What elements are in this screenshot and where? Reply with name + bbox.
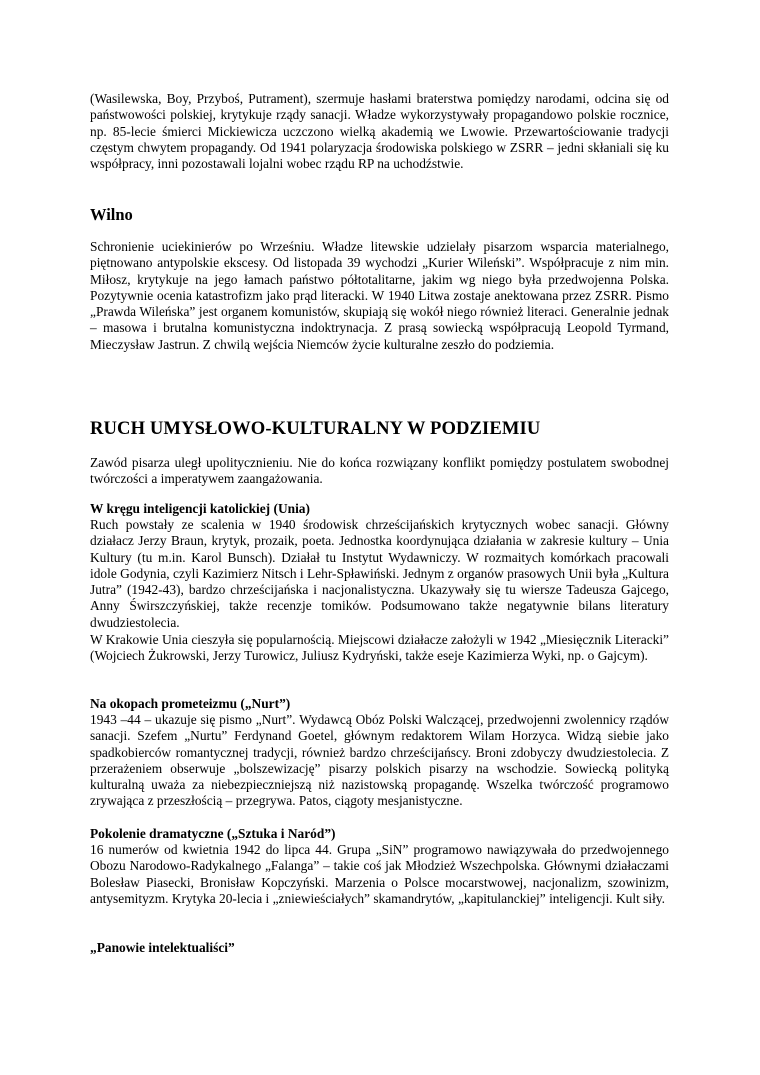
wilno-heading: Wilno (90, 205, 133, 224)
section-heading-unia: W kręgu inteligencji katolickiej (Unia) (90, 501, 310, 516)
section-paragraph-nurt: 1943 –44 – ukazuje się pismo „Nurt”. Wydawcą Obóz Polski Walczącej, przedwojenni zwolennicy rządów sanacji. Szefem „Nurtu” Ferdynand Goetel, głównym redaktorem Wilam Horzyca. Widzą siebie jako spadkobierców romantycznej tradycji, również bardzo chrześcijańscy. Broni zdobyczy dwudziestolecia. Z przerażeniem obserwuje „bolszewizację” pisarzy polskich pisarzy na wschodzie. Sowiecką polityką kulturalną uważa za niebezpieczniejszą niż nazistowską propagandę. Wszelka twórczość programowo zrywająca z przeszłością – przegrywa. Patos, ciągoty mesjanistyczne. (90, 712, 669, 809)
section-heading-sin: Pokolenie dramatyczne („Sztuka i Naród”) (90, 826, 336, 841)
wilno-paragraph: Schronienie uciekinierów po Wrześniu. Władze litewskie udzielały pisarzom wsparcia materialnego, piętnowano antypolskie ekscesy. Od listopada 39 wychodzi „Kurier Wileński”. Współpracuje z nim min. Miłosz, krytykuje na jego łamach państwo półtotalitarne, jakim wg niego była przedwojenna Polska. Pozytywnie ocenia katastrofizm jako prąd literacki. W 1940 Litwa zostaje anektowana przez ZSRR. Pismo „Prawda Wileńska” jest organem komunistów, skupiają się wokół niego również literaci. Generalnie jednak – masowa i brutalna komunistyczna indoktrynacja. Z prasą sowiecką współpracują Leopold Tyrmand, Mieczysław Jastrun. Z chwilą wejścia Niemców życie kulturalne zeszło do podziemia. (90, 239, 669, 352)
chapter-intro: Zawód pisarza uległ upolitycznieniu. Nie do końca rozwiązany konflikt pomiędzy postulatem swobodnej twórczości a imperatywem zaangażowania. (90, 455, 669, 487)
section-heading-nurt: Na okopach prometeizmu („Nurt”) (90, 696, 291, 711)
intro-paragraph: (Wasilewska, Boy, Przyboś, Putrament), szermuje hasłami braterstwa pomiędzy narodami, odcina się od państwowości polskiej, krytykuje rządy sanacji. Władze wykorzystywały propagandowo polskie rocznice, np. 85-lecie śmierci Mickiewicza uczczono wielką akademią we Lwowie. Przewartościowanie tradycji częstym chwytem propagandy. Od 1941 polaryzacja środowiska polskiego w ZSRR – jedni skłaniali się ku współpracy, inni pozostawali lojalni wobec rządu RP na uchodźstwie. (90, 91, 669, 172)
section-heading-intelektualisci: „Panowie intelektualiści” (90, 940, 235, 955)
section-paragraph-unia-1: Ruch powstały ze scalenia w 1940 środowisk chrześcijańskich krytycznych wobec sanacji. Główny działacz Jerzy Braun, krytyk, prozaik, poeta. Jednostka koordynująca działania w zakresie kultury – Unia Kultury (tu m.in. Karol Bunsch). Działał tu Instytut Wydawniczy. W rozmaitych komórkach pracowali idole Godynia, czyli Kazimierz Nitsch i Lehr-Spławiński. Jednym z organów prasowych Unii była „Kultura Jutra” (1942-43), bardzo chrześcijańska i nacjonalistyczna. Ukazywały się tu wiersze Tadeusza Gajcego, Anny Świrszczyńskiej, także recenzje tomików. Podsumowano także negatywnie bilans literatury dwudziestolecia. (90, 517, 669, 630)
chapter-heading: RUCH UMYSŁOWO-KULTURALNY W PODZIEMIU (90, 418, 541, 439)
section-paragraph-unia-2: W Krakowie Unia cieszyła się popularnością. Miejscowi działacze założyli w 1942 „Miesięcznik Literacki” (Wojciech Żukrowski, Jerzy Turowicz, Juliusz Kydryński, także eseje Kazimierza Wyki, np. o Gajcym). (90, 632, 669, 664)
section-paragraph-sin: 16 numerów od kwietnia 1942 do lipca 44. Grupa „SiN” programowo nawiązywała do przedwojennego Obozu Narodowo-Radykalnego „Falanga” – takie coś jak Młodzież Wszechpolska. Głównymi działaczami Bolesław Piasecki, Bronisław Kopczyński. Marzenia o Polsce mocarstwowej, nacjonalizm, szowinizm, antysemityzm. Krytyka 20-lecia i „zniewieściałych” skamandrytów, „kapitulanckiej” inteligencji. Kult siły. (90, 842, 669, 906)
